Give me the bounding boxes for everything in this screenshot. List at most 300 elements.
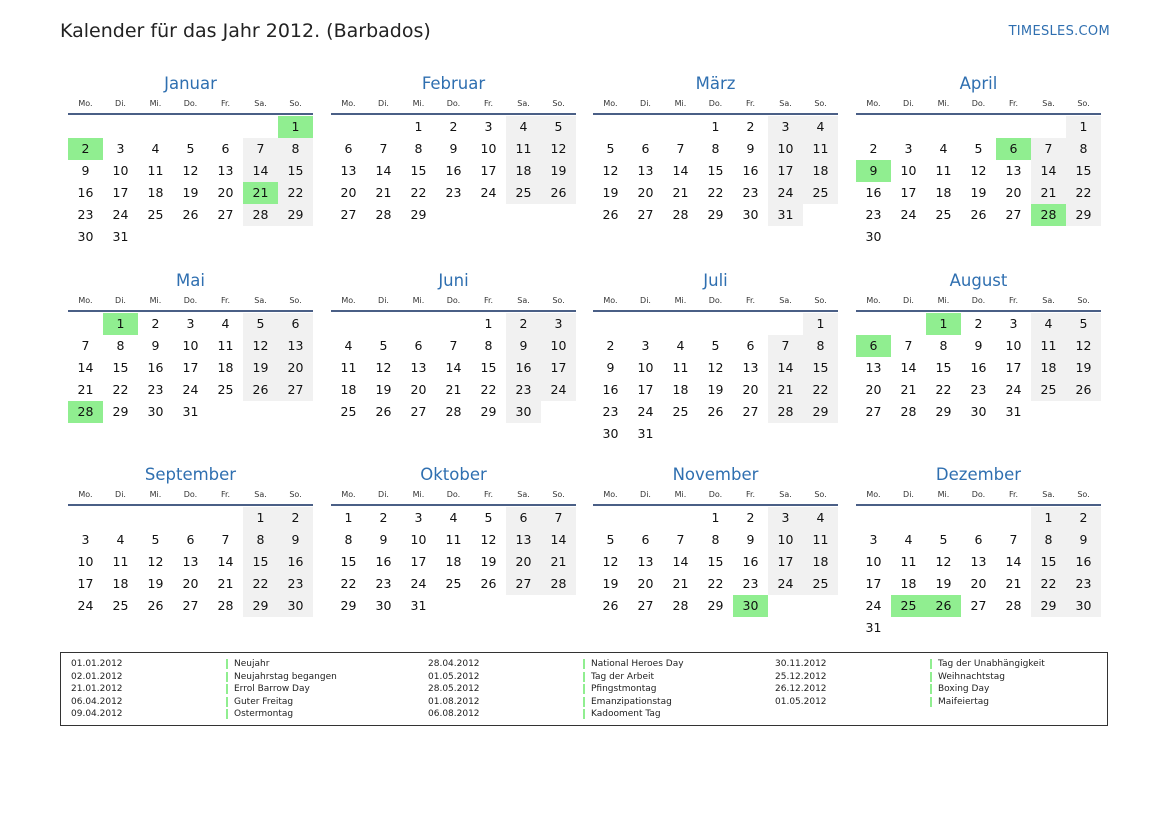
day-cell: 1 [1066,116,1101,138]
empty-cell [891,313,926,335]
weekday-label: Do. [183,99,198,108]
empty-cell [436,204,471,226]
day-cell: 27 [637,598,654,613]
day-cell: 19 [602,185,619,200]
day-cell: 15 [410,163,427,178]
weekday-label: Fr. [220,490,231,499]
day-cell: 20 [340,185,357,200]
weekday-label: Mo. [603,99,618,108]
empty-cell [996,116,1031,138]
day-cell: 26 [375,404,392,419]
holiday-color-marker [226,697,228,707]
day-cell: 7 [243,138,278,160]
day-cell: 16 [602,382,619,397]
weekday-label: Di. [378,99,389,108]
day-cell: 25 [803,182,838,204]
empty-cell [1031,116,1066,138]
day-cell: 27 [182,598,199,613]
day-cell: 19 [375,382,392,397]
week-row [331,204,576,226]
day-cell: 24 [865,598,882,613]
day-cell: 26 [243,379,278,401]
day-cell: 2 [506,313,541,335]
day-cell: 2 [869,141,878,156]
week-row [593,551,838,573]
empty-cell [891,617,926,639]
week-row [856,401,1101,423]
weekday-label: Fr. [1008,490,1019,499]
month-november [593,464,838,617]
day-cell: 22 [1066,182,1101,204]
week-row [856,595,1101,617]
day-cell: 14 [77,360,94,375]
day-cell: 27 [865,404,882,419]
week-row [593,423,838,445]
day-cell: 7 [379,141,388,156]
header-divider [593,310,838,312]
holiday-date: 01.08.2012 [428,696,480,707]
weekday-label: Mi. [937,99,950,108]
day-cell: 20 [865,382,882,397]
day-cell: 18 [1031,357,1066,379]
day-cell: 6 [506,507,541,529]
day-cell: 30 [77,229,94,244]
day-cell: 21 [768,379,803,401]
empty-cell [208,226,243,248]
day-cell: 31 [865,620,882,635]
day-cell: 10 [480,141,497,156]
day-cell: 11 [147,163,164,178]
day-cell: 3 [768,507,803,529]
weekday-label: Mo. [866,296,881,305]
empty-cell [173,226,208,248]
weekday-label: Di. [378,490,389,499]
day-cell: 19 [480,554,497,569]
weekday-label: Sa. [779,99,792,108]
weekday-label: So. [289,99,302,108]
week-row [593,313,838,335]
day-cell: 5 [606,532,615,547]
month-name: November [672,465,759,484]
day-cell: 15 [340,554,357,569]
month-juli [593,270,838,445]
empty-cell [401,313,436,335]
day-cell: 16 [375,554,392,569]
day-cell: 15 [707,163,724,178]
day-cell: 7 [221,532,230,547]
empty-cell [961,226,996,248]
week-row [331,551,576,573]
holiday-name: Neujahrstag begangen [234,671,337,682]
legend-entry [71,658,391,671]
day-cell: 25 [112,598,129,613]
day-cell: 18 [506,160,541,182]
week-row [331,357,576,379]
weekday-label: Fr. [220,296,231,305]
day-cell: 26 [970,207,987,222]
legend-entry [428,683,748,696]
day-cell: 9 [81,163,90,178]
day-cell: 29 [935,404,952,419]
holiday-color-marker [226,659,228,669]
empty-cell [208,116,243,138]
day-cell: 19 [541,160,576,182]
day-cell: 12 [602,554,619,569]
empty-cell [803,423,838,445]
day-cell: 5 [379,338,388,353]
weekday-label: Mi. [412,296,425,305]
day-cell: 1 [344,510,353,525]
weekday-label: Fr. [745,99,756,108]
week-row [856,573,1101,595]
day-cell: 27 [1005,207,1022,222]
month-name: Februar [421,74,486,93]
day-cell: 14 [900,360,917,375]
weekday-label: Mo. [78,296,93,305]
day-cell: 3 [414,510,423,525]
month-name: Juni [438,271,469,290]
day-cell: 17 [112,185,129,200]
legend-entry [775,671,1095,684]
day-cell: 20 [410,382,427,397]
day-cell: 6 [641,532,650,547]
day-cell: 30 [865,229,882,244]
day-cell: 13 [637,163,654,178]
weekday-label: So. [552,296,565,305]
weekday-header [856,294,1101,308]
day-cell: 29 [278,204,313,226]
day-cell: 30 [970,404,987,419]
weekday-label: So. [552,99,565,108]
weekday-label: Do. [446,99,461,108]
weekday-label: So. [1077,99,1090,108]
day-cell: 27 [278,379,313,401]
day-cell: 17 [541,357,576,379]
day-cell: 24 [77,598,94,613]
day-cell: 10 [900,163,917,178]
day-cell: 12 [243,335,278,357]
weekday-label: Mo. [603,296,618,305]
day-cell: 18 [935,185,952,200]
day-cell: 13 [742,360,759,375]
day-cell: 13 [278,335,313,357]
week-row [856,226,1101,248]
week-row [856,507,1101,529]
day-cell: 12 [1066,335,1101,357]
day-cell: 21 [900,382,917,397]
weekday-header [331,488,576,502]
day-cell: 5 [484,510,493,525]
weekday-label: Mi. [674,99,687,108]
day-cell: 1 [803,313,838,335]
legend-entry [71,671,391,684]
day-cell: 18 [900,576,917,591]
day-cell: 25 [672,404,689,419]
day-cell: 10 [112,163,129,178]
week-row [68,529,313,551]
day-cell: 10 [768,138,803,160]
month-mai [68,270,313,423]
brand-logo[interactable]: TIMESLES.COM [1008,24,1110,39]
week-row [856,529,1101,551]
day-cell: 1 [1031,507,1066,529]
holiday-name: Tag der Arbeit [591,671,655,682]
weekday-header [856,488,1101,502]
weekday-label: So. [814,296,827,305]
day-cell: 8 [116,338,125,353]
day-cell: 16 [1066,551,1101,573]
weekday-header [331,294,576,308]
week-row [331,313,576,335]
day-cell: 8 [939,338,948,353]
day-cell: 10 [865,554,882,569]
holiday-date: 01.05.2012 [428,671,480,682]
week-row [331,116,576,138]
empty-cell [1066,226,1101,248]
week-row [856,116,1101,138]
holiday-color-marker [930,697,932,707]
weeks [331,116,576,226]
day-cell: 17 [182,360,199,375]
day-cell: 9 [506,335,541,357]
weekday-label: Di. [903,296,914,305]
day-cell: 13 [182,554,199,569]
empty-cell [856,116,891,138]
day-cell: 13 [410,360,427,375]
weekday-label: Mi. [149,296,162,305]
holiday-day-cell: 28 [68,401,103,423]
day-cell: 26 [182,207,199,222]
holiday-date: 01.05.2012 [775,696,827,707]
week-row [68,313,313,335]
day-cell: 10 [541,335,576,357]
day-cell: 17 [900,185,917,200]
day-cell: 6 [746,338,755,353]
day-cell: 17 [865,576,882,591]
day-cell: 12 [970,163,987,178]
day-cell: 4 [116,532,125,547]
empty-cell [68,507,103,529]
header-divider [68,310,313,312]
empty-cell [243,401,278,423]
week-row [68,182,313,204]
day-cell: 3 [869,532,878,547]
day-cell: 8 [484,338,493,353]
holiday-color-marker [583,672,585,682]
empty-cell [103,507,138,529]
month-name: März [695,74,736,93]
week-row [856,160,1101,182]
day-cell: 22 [112,382,129,397]
month-name: Dezember [935,465,1022,484]
empty-cell [663,423,698,445]
day-cell: 8 [1031,529,1066,551]
day-cell: 5 [541,116,576,138]
month-oktober [331,464,576,617]
day-cell: 1 [414,119,423,134]
empty-cell [1031,401,1066,423]
holiday-color-marker [226,684,228,694]
day-cell: 16 [865,185,882,200]
day-cell: 18 [672,382,689,397]
week-row [856,182,1101,204]
day-cell: 30 [147,404,164,419]
week-row [593,507,838,529]
holiday-date: 01.01.2012 [71,659,123,669]
day-cell: 23 [865,207,882,222]
week-row [331,529,576,551]
empty-cell [541,401,576,423]
day-cell: 14 [445,360,462,375]
empty-cell [68,313,103,335]
day-cell: 4 [803,507,838,529]
day-cell: 5 [243,313,278,335]
weekday-label: Do. [971,296,986,305]
weekday-label: Mo. [341,490,356,499]
holiday-name: Errol Barrow Day [234,684,310,694]
day-cell: 29 [707,207,724,222]
empty-cell [366,313,401,335]
day-cell: 14 [243,160,278,182]
empty-cell [733,313,768,335]
weekday-label: Mo. [866,490,881,499]
day-cell: 16 [742,554,759,569]
day-cell: 6 [186,532,195,547]
empty-cell [663,507,698,529]
weekday-label: Mi. [149,490,162,499]
month-april [856,73,1101,248]
day-cell: 25 [147,207,164,222]
day-cell: 1 [243,507,278,529]
holiday-color-marker [583,684,585,694]
weeks [856,116,1101,248]
empty-cell [138,116,173,138]
day-cell: 8 [243,529,278,551]
day-cell: 13 [865,360,882,375]
day-cell: 2 [974,316,983,331]
day-cell: 17 [768,160,803,182]
day-cell: 5 [974,141,983,156]
day-cell: 22 [340,576,357,591]
legend-entry [428,658,748,671]
header-divider [856,310,1101,312]
day-cell: 23 [742,185,759,200]
weekday-label: Fr. [483,99,494,108]
day-cell: 15 [803,357,838,379]
day-cell: 16 [742,163,759,178]
day-cell: 7 [1031,138,1066,160]
empty-cell [733,423,768,445]
day-cell: 18 [217,360,234,375]
day-cell: 18 [147,185,164,200]
day-cell: 9 [746,532,755,547]
day-cell: 21 [672,185,689,200]
day-cell: 9 [278,529,313,551]
day-cell: 5 [1066,313,1101,335]
day-cell: 14 [1005,554,1022,569]
week-row [68,573,313,595]
day-cell: 12 [147,554,164,569]
day-cell: 23 [445,185,462,200]
weekday-label: Fr. [745,490,756,499]
empty-cell [891,226,926,248]
holiday-day-cell: 1 [926,313,961,335]
weekday-label: So. [552,490,565,499]
week-row [68,379,313,401]
weekday-label: So. [1077,296,1090,305]
header-divider [856,113,1101,115]
holiday-color-marker [930,684,932,694]
empty-cell [331,116,366,138]
weeks [68,116,313,248]
day-cell: 19 [182,185,199,200]
week-row [331,507,576,529]
day-cell: 27 [410,404,427,419]
legend-entry [428,708,748,721]
weekday-label: Fr. [220,99,231,108]
day-cell: 28 [541,573,576,595]
day-cell: 9 [606,360,615,375]
day-cell: 13 [217,163,234,178]
weekday-header [593,97,838,111]
weekday-label: Di. [903,99,914,108]
empty-cell [891,116,926,138]
day-cell: 9 [746,141,755,156]
header-divider [593,504,838,506]
week-row [331,573,576,595]
weekday-label: Do. [708,99,723,108]
weeks [593,313,838,445]
empty-cell [698,423,733,445]
day-cell: 23 [147,382,164,397]
legend-entry [775,683,1095,696]
day-cell: 1 [711,119,720,134]
holiday-color-marker [583,659,585,669]
day-cell: 31 [410,598,427,613]
empty-cell [593,507,628,529]
holiday-color-marker [930,672,932,682]
holiday-day-cell: 6 [856,335,891,357]
week-row [856,313,1101,335]
holiday-day-cell: 2 [68,138,103,160]
day-cell: 28 [672,598,689,613]
month-name: September [144,465,237,484]
weekday-label: Do. [971,490,986,499]
day-cell: 10 [410,532,427,547]
day-cell: 26 [1066,379,1101,401]
day-cell: 29 [410,207,427,222]
holiday-name: Kadooment Tag [591,709,661,719]
day-cell: 23 [77,207,94,222]
day-cell: 13 [506,529,541,551]
day-cell: 14 [541,529,576,551]
week-row [856,138,1101,160]
day-cell: 9 [1066,529,1101,551]
weeks [68,507,313,617]
empty-cell [1031,226,1066,248]
weekday-label: Mi. [412,490,425,499]
holiday-name: Pfingstmontag [591,684,657,694]
header-divider [331,310,576,312]
day-cell: 26 [707,404,724,419]
day-cell: 24 [637,404,654,419]
day-cell: 7 [541,507,576,529]
header-divider [331,504,576,506]
weekday-label: Sa. [517,99,530,108]
day-cell: 2 [151,316,160,331]
day-cell: 3 [641,338,650,353]
day-cell: 24 [1005,382,1022,397]
